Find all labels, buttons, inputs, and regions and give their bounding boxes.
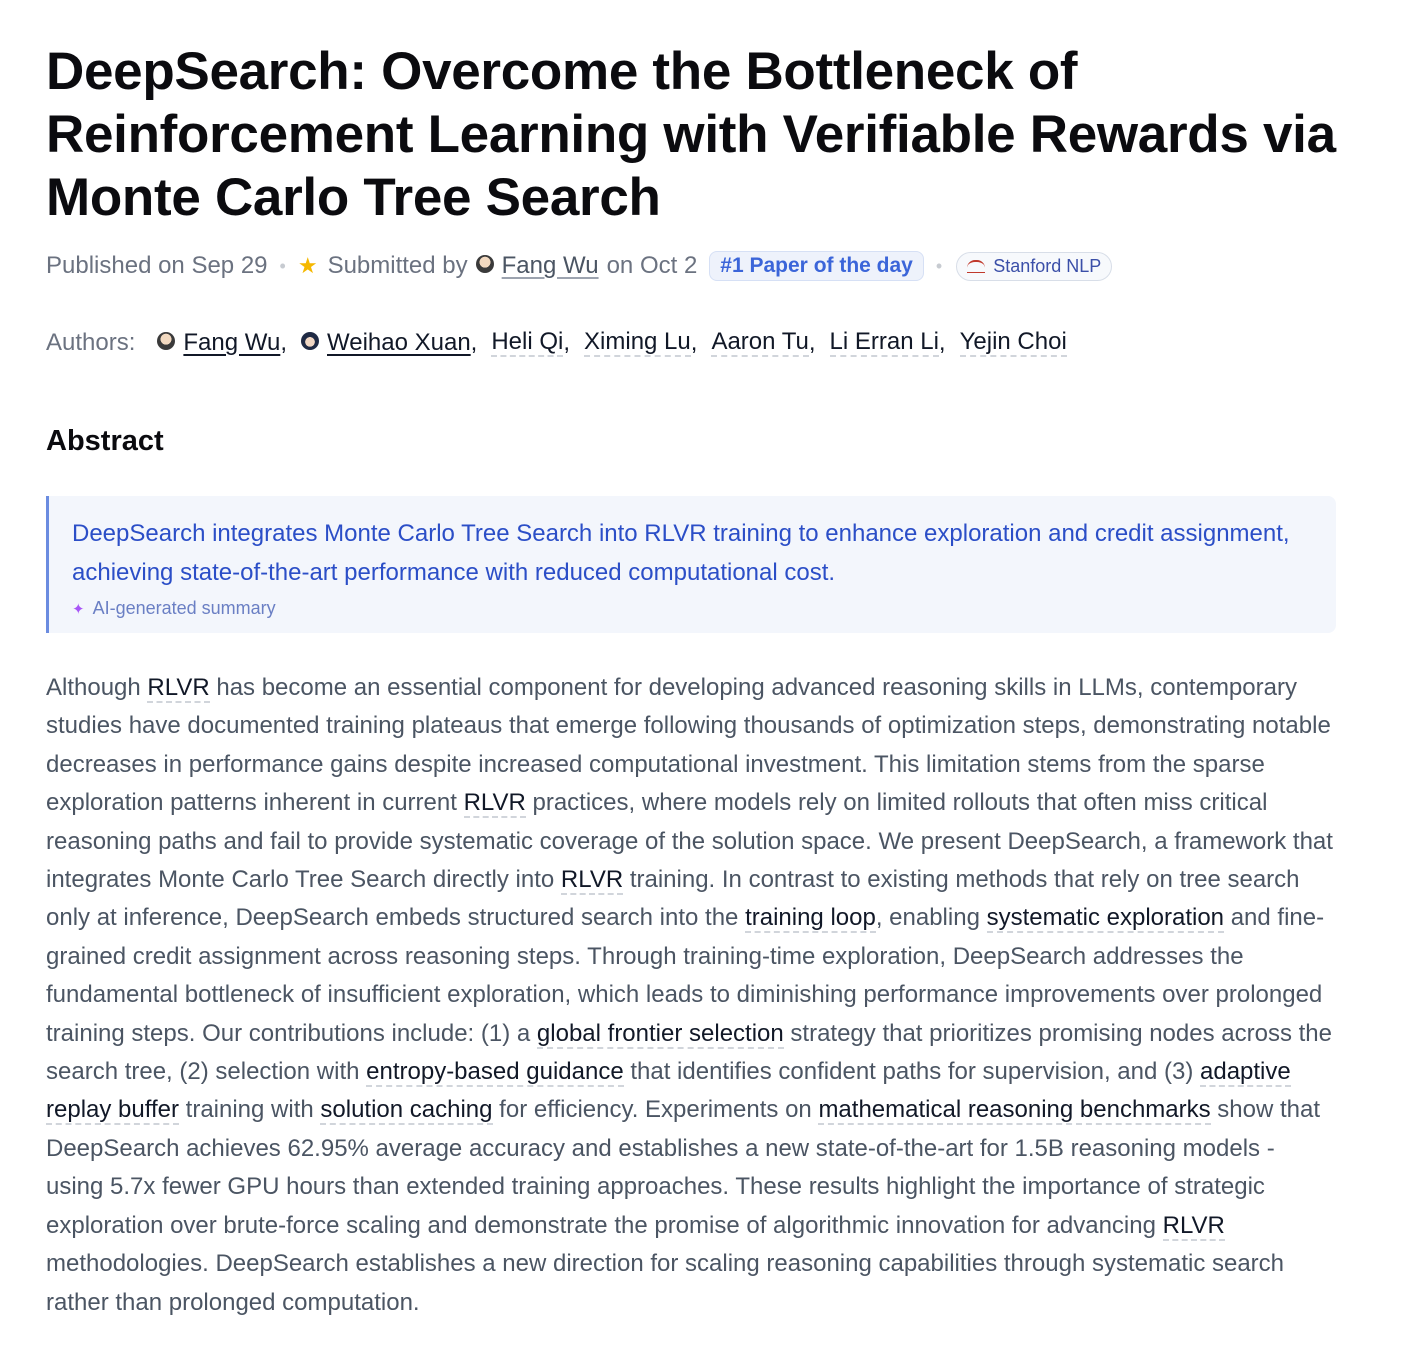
star-icon: ★	[297, 253, 318, 278]
paper-meta	[46, 251, 1336, 281]
abstract-text: that identifies confident paths for supervision, and (3)	[623, 1058, 1200, 1086]
author-separator: ,	[563, 329, 571, 356]
glossary-term[interactable]: solution caching	[320, 1096, 493, 1124]
author-name[interactable]: Li Erran Li	[829, 328, 939, 355]
abstract-text: training with	[178, 1096, 321, 1124]
paper-title: DeepSearch: Overcome the Bottleneck of Reinforcement Learning with Verifiable Rewards via Monte Carlo Tree Search	[46, 42, 1336, 227]
author-avatar[interactable]	[301, 332, 319, 350]
glossary-term[interactable]: RLVR	[147, 674, 210, 701]
author-name[interactable]: Ximing Lu	[584, 328, 691, 355]
glossary-term[interactable]: mathematical reasoning benchmarks	[818, 1096, 1211, 1124]
ai-summary-label: AI-generated summary	[92, 598, 276, 618]
org-badge[interactable]	[956, 252, 1112, 281]
published-date: Published on Sep 29	[46, 252, 268, 279]
glossary-term[interactable]: RLVR	[560, 866, 624, 894]
author-link[interactable]: Fang Wu	[183, 329, 281, 356]
abstract-text: training. In contrast to existing methods that rely on tree search only at inference, DeepSearch embeds structured search into the	[46, 866, 1300, 932]
glossary-term[interactable]: training loop	[745, 904, 876, 932]
glossary-term[interactable]: systematic exploration	[986, 904, 1225, 932]
author-separator: ,	[938, 329, 946, 356]
ai-summary-text: DeepSearch integrates Monte Carlo Tree Search into RLVR training to enhance exploration and credit assignment, achieving state-of-the-art performance with reduced computational cost.	[72, 520, 1290, 586]
glossary-term[interactable]: global frontier selection	[536, 1019, 784, 1047]
ai-summary-box	[46, 496, 1336, 633]
abstract-text: practices, where models rely on limited rollouts that often miss critical reasoning paths and fail to provide systematic coverage of the solution space. We present DeepSearch, a framework that integrates Monte Carlo Tree Search directly into	[46, 789, 1333, 894]
separator-dot: •	[279, 255, 286, 276]
author-separator: ,	[470, 329, 478, 356]
glossary-term[interactable]: RLVR	[1162, 1211, 1225, 1239]
submitter-avatar[interactable]	[476, 255, 494, 273]
org-name: Stanford NLP	[993, 255, 1102, 276]
abstract-text: methodologies. DeepSearch establishes a new direction for scaling reasoning capabilities through systematic search rather than prolonged computation.	[46, 1250, 1285, 1316]
abstract-text: for efficiency. Experiments on	[492, 1096, 819, 1124]
abstract-heading: Abstract	[46, 425, 164, 457]
abstract-body	[46, 669, 1336, 1322]
author-name[interactable]: Heli Qi	[491, 328, 564, 355]
authors-row	[46, 329, 1336, 357]
abstract-text: show that DeepSearch achieves 62.95% average accuracy and establishes a new state-of-the-art for 1.5B reasoning models - using 5.7x fewer GPU hours than extended training approaches. These results highlight the importance of strategic exploration over brute-force scaling and demonstrate the promise of algorithmic innovation for advancing	[46, 1096, 1321, 1239]
authors-label: Authors:	[46, 329, 136, 356]
separator-dot: •	[935, 255, 943, 276]
author-separator: ,	[690, 329, 698, 356]
sparkle-icon: ✦	[72, 600, 85, 618]
submitted-by-label: Submitted by	[327, 252, 468, 279]
stanford-logo-icon	[967, 260, 985, 273]
submitted-on: on Oct 2	[606, 252, 698, 279]
author-name[interactable]: Aaron Tu	[711, 328, 809, 355]
submitter-link[interactable]: Fang Wu	[501, 252, 599, 279]
abstract-text: Although	[46, 674, 148, 701]
abstract-text: has become an essential component for developing advanced reasoning skills in LLMs, contemporary studies have documented training plateaus that emerge following thousands of optimization steps, demonstrating notable decreases in performance gains despite increased computational investment. This limitation stems from the sparse exploration patterns inherent in current	[46, 674, 1331, 817]
abstract-text: and fine-grained credit assignment across reasoning steps. Through training-time exploration, DeepSearch addresses the fundamental bottleneck of insufficient exploration, which leads to diminishing performance improvements over prolonged training steps. Our contributions include: (1) a	[46, 904, 1325, 1047]
author-link[interactable]: Weihao Xuan	[327, 329, 471, 356]
abstract-text: , enabling	[875, 904, 987, 932]
author-name[interactable]: Yejin Choi	[959, 328, 1067, 355]
glossary-term[interactable]: RLVR	[463, 789, 526, 817]
glossary-term[interactable]: adaptive replay buffer	[46, 1058, 1291, 1124]
glossary-term[interactable]: entropy-based guidance	[366, 1058, 624, 1086]
paper-of-the-day-badge[interactable]: #1 Paper of the day	[709, 251, 924, 281]
author-separator: ,	[808, 329, 816, 356]
author-avatar[interactable]	[157, 332, 175, 350]
ai-summary-label-row	[72, 598, 1312, 619]
abstract-text: strategy that prioritizes promising nodes across the search tree, (2) selection with	[46, 1019, 1332, 1086]
author-separator: ,	[280, 329, 287, 356]
